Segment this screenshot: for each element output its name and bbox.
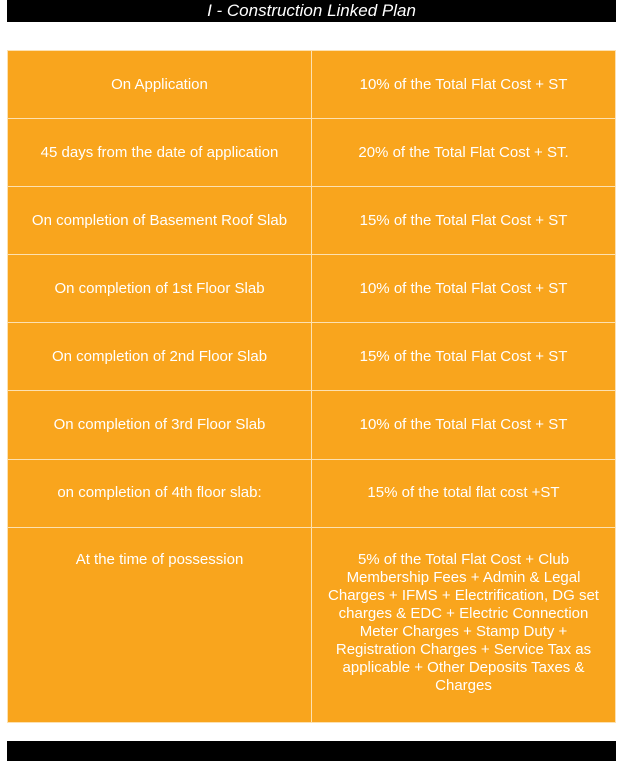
amount-cell: 5% of the Total Flat Cost + Club Membership Fees + Admin & Legal Charges + IFMS + Electrification, DG set charges & EDC + Electric Connection Meter Charges + Stamp Duty + Registration Charges + Service Tax as applicable + Other Deposits Taxes & Charges	[312, 527, 616, 722]
page-title: I - Construction Linked Plan	[7, 0, 616, 22]
payment-plan-table	[7, 50, 616, 723]
table-row	[8, 391, 616, 459]
amount-cell: 10% of the Total Flat Cost + ST	[312, 51, 616, 119]
stage-cell: On completion of 2nd Floor Slab	[8, 323, 312, 391]
table-row	[8, 187, 616, 255]
stage-cell: On Application	[8, 51, 312, 119]
stage-cell: On completion of 1st Floor Slab	[8, 255, 312, 323]
table-row	[8, 255, 616, 323]
table-row	[8, 527, 616, 722]
table-row	[8, 51, 616, 119]
footer-bar	[7, 741, 616, 761]
stage-cell: on completion of 4th floor slab:	[8, 459, 312, 527]
amount-cell: 15% of the Total Flat Cost + ST	[312, 323, 616, 391]
amount-cell: 15% of the total flat cost +ST	[312, 459, 616, 527]
table-row	[8, 323, 616, 391]
stage-cell: On completion of 3rd Floor Slab	[8, 391, 312, 459]
amount-cell: 10% of the Total Flat Cost + ST	[312, 391, 616, 459]
table-row	[8, 119, 616, 187]
amount-cell: 15% of the Total Flat Cost + ST	[312, 187, 616, 255]
stage-cell: 45 days from the date of application	[8, 119, 312, 187]
amount-cell: 20% of the Total Flat Cost + ST.	[312, 119, 616, 187]
stage-cell: On completion of Basement Roof Slab	[8, 187, 312, 255]
amount-cell: 10% of the Total Flat Cost + ST	[312, 255, 616, 323]
stage-cell: At the time of possession	[8, 527, 312, 722]
table-row	[8, 459, 616, 527]
